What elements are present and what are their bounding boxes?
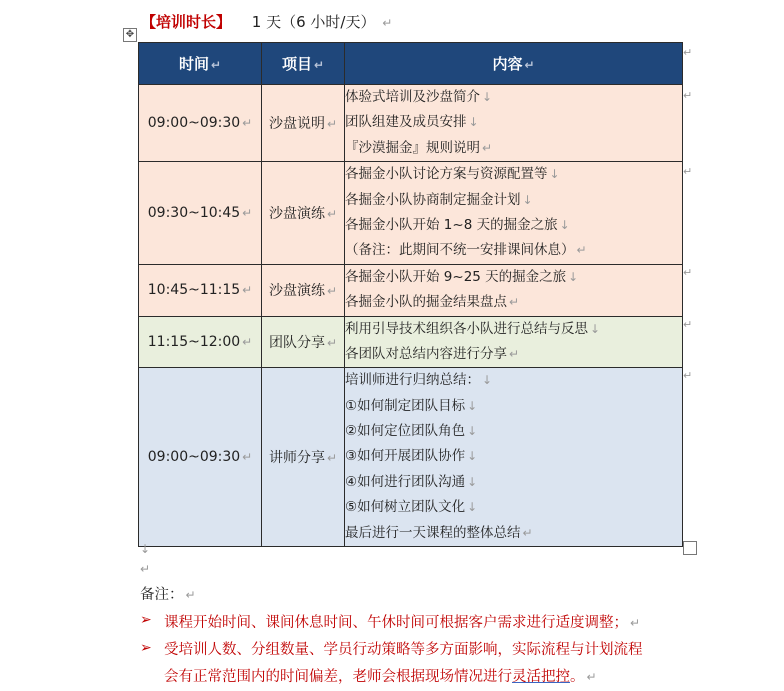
content-line: 『沙漠掘金』规则说明 ↵ xyxy=(345,139,493,156)
bullet-icon: ➢ xyxy=(140,640,152,656)
cell-item: 团队分享 ↵ xyxy=(262,316,345,368)
row-end-mark: ↵ xyxy=(683,318,693,331)
paragraph-mark: ↵ xyxy=(382,16,393,30)
cell-time: 09:00~09:30 ↵ xyxy=(139,85,262,162)
cell-content xyxy=(345,316,683,368)
header-item: 项目 ↵ xyxy=(262,43,345,85)
content-line: ③如何开展团队协作 ↓ xyxy=(345,448,478,465)
heading-value: 1 天（6 小时/天） xyxy=(251,13,376,31)
row-end-mark: ↵ xyxy=(683,165,693,178)
content-line: 培训师进行归纳总结： ↓ xyxy=(345,372,493,389)
row-end-mark: ↵ xyxy=(683,89,693,102)
cell-time: 09:30~10:45 ↵ xyxy=(139,162,262,265)
row-end-mark: ↵ xyxy=(683,369,693,382)
content-line: （备注：此期间不统一安排课间休息） ↵ xyxy=(345,242,587,259)
content-line: 各掘金小队讨论方案与资源配置等 ↓ xyxy=(345,166,560,183)
row-end-mark: ↵ xyxy=(683,46,693,59)
content-line: 各掘金小队开始 9~25 天的掘金之旅 ↓ xyxy=(345,268,579,285)
content-line: 各掘金小队开始 1~8 天的掘金之旅 ↓ xyxy=(345,216,570,233)
table-row xyxy=(139,316,683,368)
notes-title: 备注： ↵ xyxy=(140,587,196,603)
table-header-row xyxy=(139,43,683,85)
empty-paragraph: ↵ xyxy=(140,562,151,576)
table-row xyxy=(139,264,683,316)
content-line: 各掘金小队的掘金结果盘点 ↵ xyxy=(345,294,520,311)
schedule-table xyxy=(138,42,683,547)
table-resize-handle[interactable] xyxy=(683,541,697,555)
content-line: 各掘金小队协商制定掘金计划 ↓ xyxy=(345,191,533,208)
cell-item: 讲师分享 ↵ xyxy=(262,368,345,547)
cell-time: 09:00~09:30 ↵ xyxy=(139,368,262,547)
empty-line-break: ↓ xyxy=(140,542,151,556)
cell-content xyxy=(345,264,683,316)
cell-time: 10:45~11:15 ↵ xyxy=(139,264,262,316)
content-line: ①如何制定团队目标 ↓ xyxy=(345,397,478,414)
note-item-2-line-1: 受培训人数、分组数量、学员行动策略等多方面影响，实际流程与计划流程 xyxy=(164,642,643,658)
bullet-icon: ➢ xyxy=(140,612,152,628)
heading-label: 【培训时长】 xyxy=(141,13,232,31)
cell-content xyxy=(345,85,683,162)
cell-time: 11:15~12:00 ↵ xyxy=(139,316,262,368)
header-content: 内容 ↵ xyxy=(345,43,683,85)
table-move-handle-icon[interactable]: ✥ xyxy=(123,28,137,42)
table-row xyxy=(139,368,683,547)
content-line: 各团队对总结内容进行分享 ↵ xyxy=(345,345,520,362)
row-end-mark: ↵ xyxy=(683,266,693,279)
cell-content xyxy=(345,368,683,547)
cell-item: 沙盘演练 ↵ xyxy=(262,162,345,265)
content-line: ⑤如何树立团队文化 ↓ xyxy=(345,499,478,516)
content-line: 最后进行一天课程的整体总结 ↵ xyxy=(345,524,533,541)
note-item-1: 课程开始时间、课间休息时间、午休时间可根据客户需求进行适度调整； ↵ xyxy=(164,615,641,631)
table-row xyxy=(139,85,683,162)
underlined-phrase: 灵活把控 xyxy=(512,669,570,685)
header-time: 时间 ↵ xyxy=(139,43,262,85)
cell-content xyxy=(345,162,683,265)
cell-item: 沙盘演练 ↵ xyxy=(262,264,345,316)
content-line: 利用引导技术组织各小队进行总结与反思 ↓ xyxy=(345,320,601,337)
heading-line xyxy=(141,11,392,32)
cell-item: 沙盘说明 ↵ xyxy=(262,85,345,162)
content-line: 团队组建及成员安排 ↓ xyxy=(345,114,479,131)
content-line: ②如何定位团队角色 ↓ xyxy=(345,423,478,440)
note-item-2-line-2: 会有正常范围内的时间偏差，老师会根据现场情况进行灵活把控。 ↵ xyxy=(164,669,597,685)
content-line: 体验式培训及沙盘简介 ↓ xyxy=(345,89,493,105)
table-row xyxy=(139,162,683,265)
content-line: ④如何进行团队沟通 ↓ xyxy=(345,473,478,490)
